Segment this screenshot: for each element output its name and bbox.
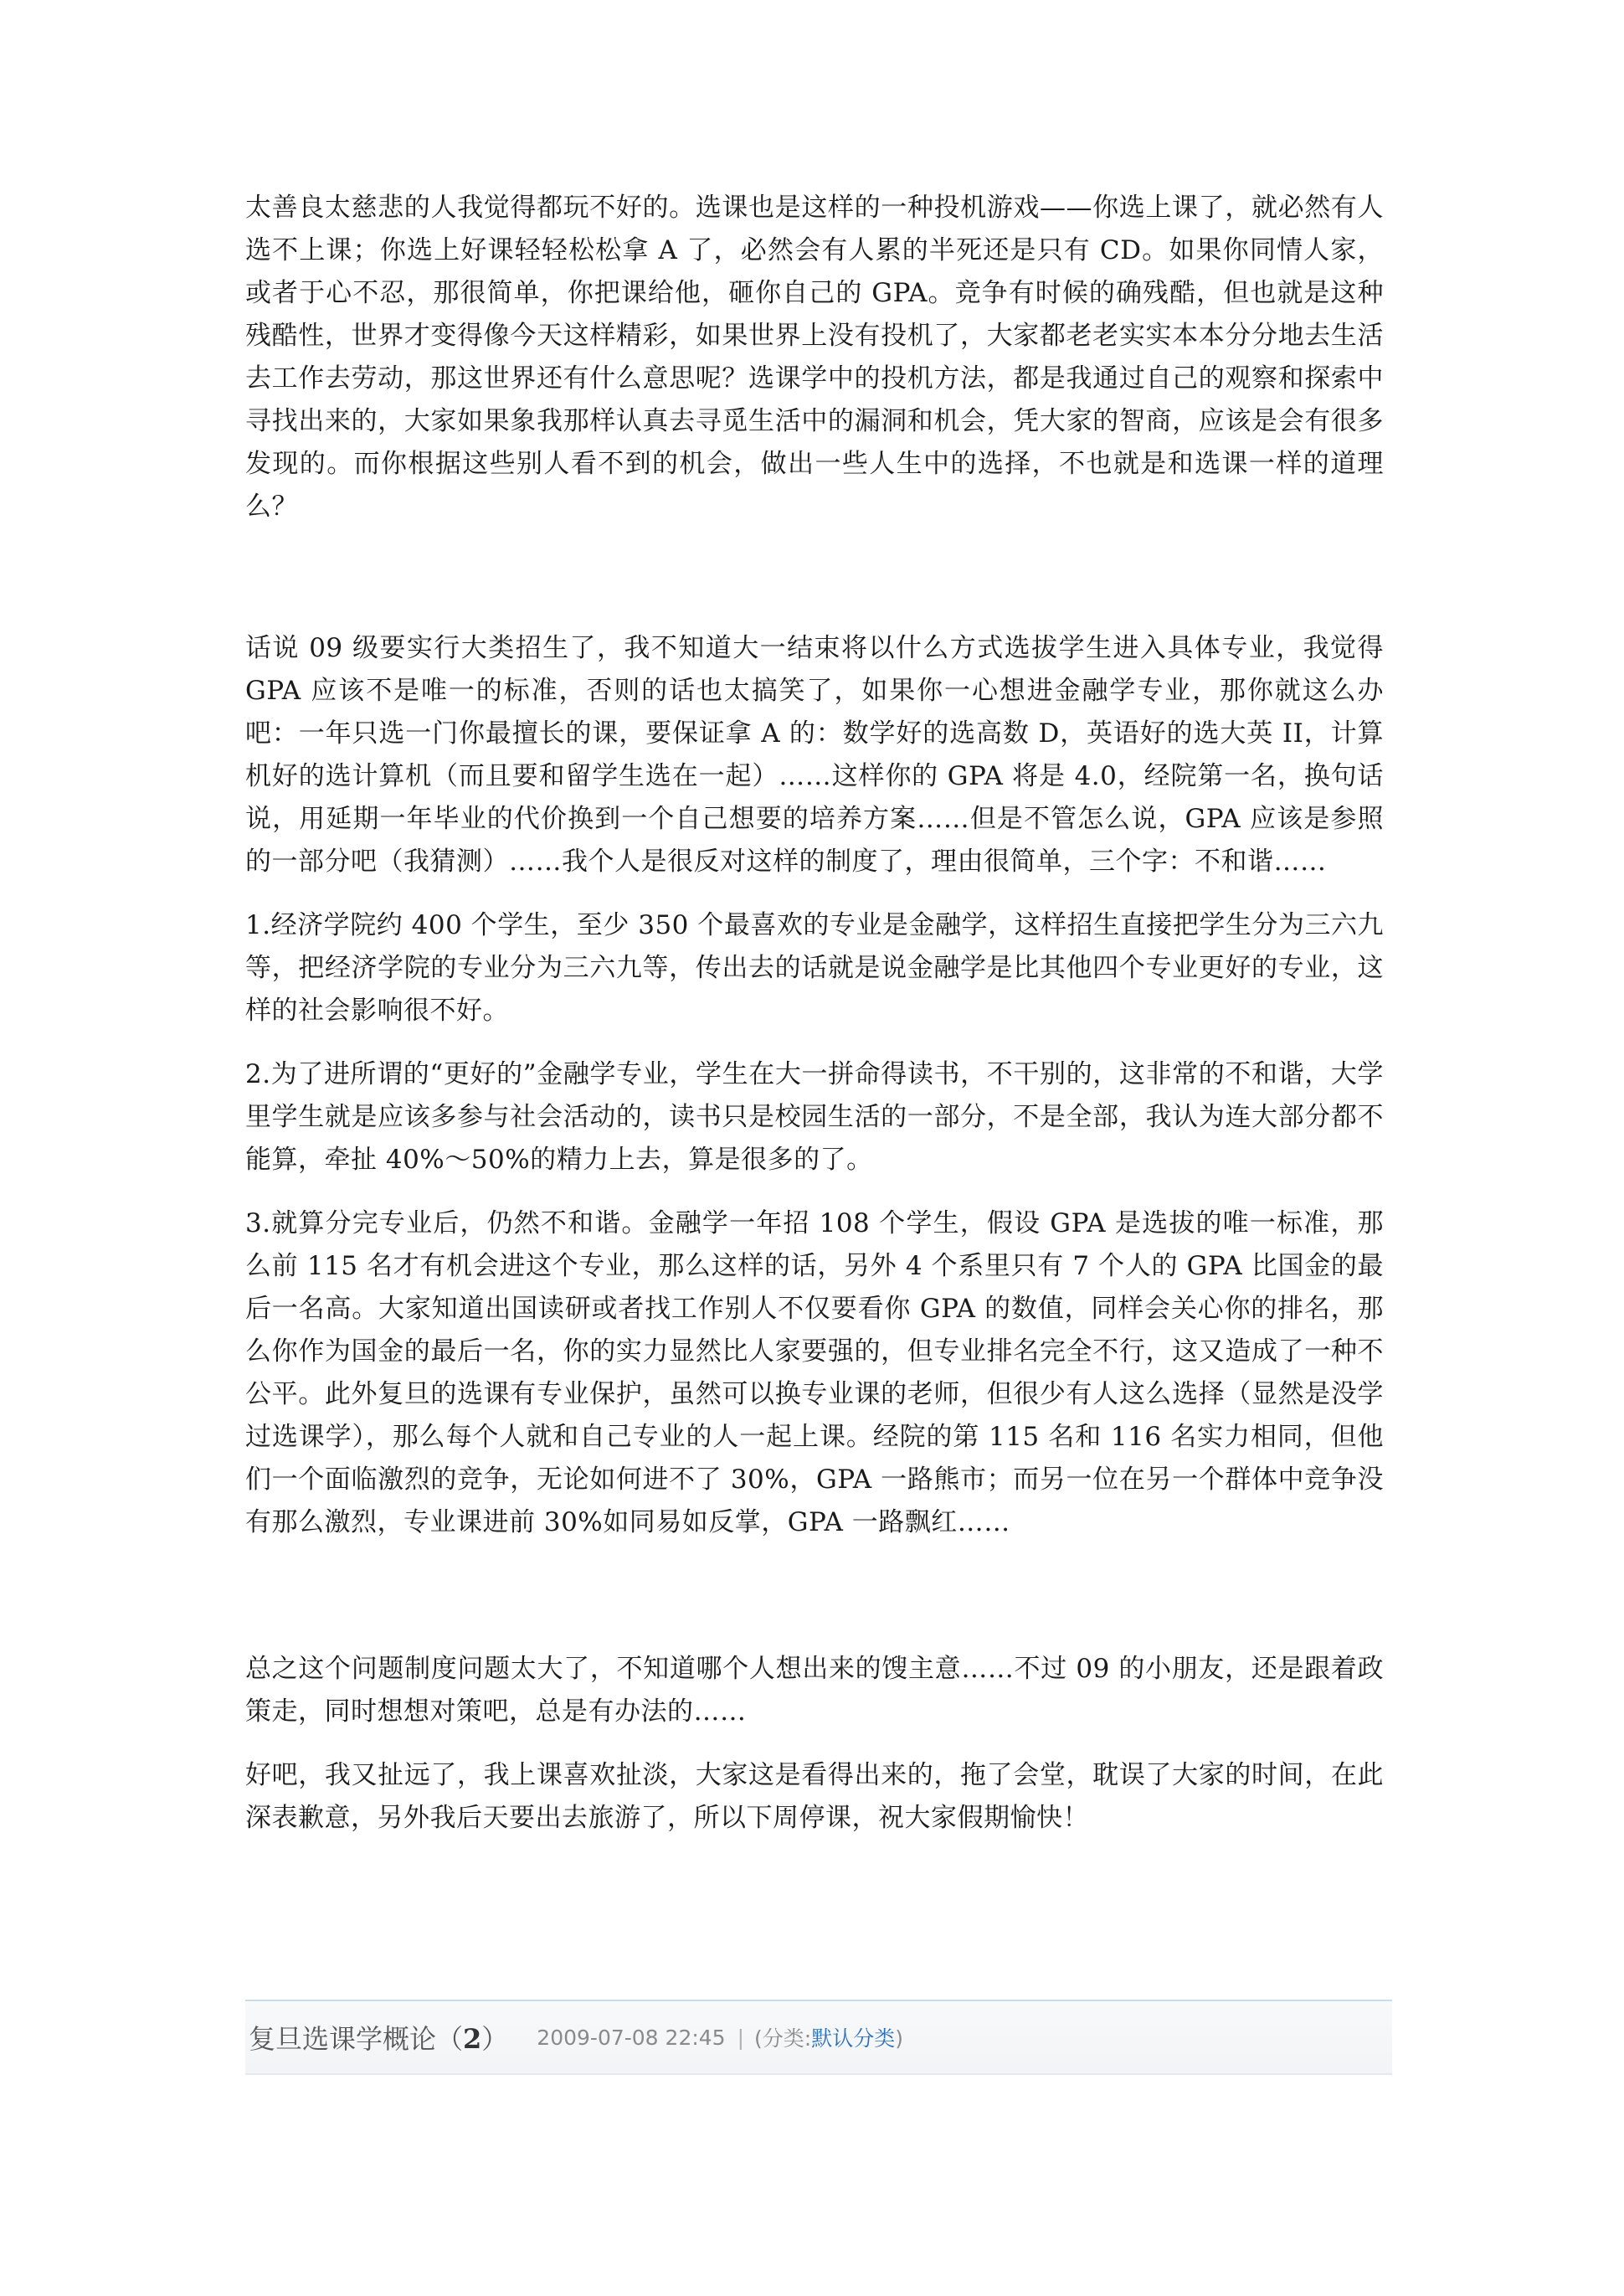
paragraph-6: 总之这个问题制度问题太大了，不知道哪个人想出来的馊主意……不过 09 的小朋友，还是跟着政策走，同时想想对策吧，总是有办法的……	[245, 1654, 1384, 1727]
paragraph-2: 话说 09 级要实行大类招生了，我不知道大一结束将以什么方式选拔学生进入具体专业，我觉得 GPA 应该不是唯一的标准，否则的话也太搞笑了，如果你一心想进金融学专业，那你就这么办吧：一年只选一门你最擅长的课，要保证拿 A 的：数学好的选高数 D，英语好的选大英 II，计算机好的选计算机（而且要和留学生选在一起）……这样你的 GPA 将是 4.0，经院第一名，换句话说，用延期一年毕业的代价换到一个自己想要的培养方案……但是不管怎么说，GPA 应该是参照的一部分吧（我猜测）……我个人是很反对这样的制度了，理由很简单，三个字：不和谐……	[245, 633, 1384, 877]
category-label: (分类:	[754, 2026, 812, 2051]
category-wrapper	[754, 2022, 903, 2052]
paragraph-4: 2.为了进所谓的“更好的”金融学专业，学生在大一拼命得读书，不干别的，这非常的不和谐，大学里学生就是应该多参与社会活动的，读书只是校园生活的一部分，不是全部，我认为连大部分都不能算，牵扯 40%～50%的精力上去，算是很多的了。	[245, 1059, 1384, 1175]
post-title-number: 2	[463, 2023, 482, 2055]
post-date: 2009-07-08 22:45	[537, 2025, 726, 2050]
post-header	[245, 2000, 1392, 2075]
paragraph-7: 好吧，我又扯远了，我上课喜欢扯淡，大家这是看得出来的，拖了会堂，耽误了大家的时间，在此深表歉意，另外我后天要出去旅游了，所以下周停课，祝大家假期愉快！	[245, 1760, 1384, 1833]
separator: |	[737, 2025, 745, 2050]
paragraph-5: 3.就算分完专业后，仍然不和谐。金融学一年招 108 个学生，假设 GPA 是选拔的唯一标准，那么前 115 名才有机会进这个专业，那么这样的话，另外 4 个系里只有 7 个人的 GPA 比国金的最后一名高。大家知道出国读研或者找工作别人不仅要看你 GPA 的数值，同样会关心你的排名，那么你作为国金的最后一名，你的实力显然比人家要强的，但专业排名完全不行，这又造成了一种不公平。此外复旦的选课有专业保护，虽然可以换专业课的老师，但很少有人这么选择（显然是没学过选课学），那么每个人就和自己专业的人一起上课。经院的第 115 名和 116 名实力相同，但他们一个面临激烈的竞争，无论如何进不了 30%，GPA 一路熊市；而另一位在另一个群体中竞争没有那么激烈，专业课进前 30%如同易如反掌，GPA 一路飘红……	[245, 1208, 1384, 1537]
post-title-text: 复旦选课学概论（	[249, 2023, 464, 2055]
post-title-close: ）	[481, 2023, 509, 2055]
article-body	[245, 187, 1384, 1840]
paragraph-3: 1.经济学院约 400 个学生，至少 350 个最喜欢的专业是金融学，这样招生直接把学生分为三六九等，把经济学院的专业分为三六九等，传出去的话就是说金融学是比其他四个专业更好的专业，这样的社会影响很不好。	[245, 910, 1384, 1026]
category-link[interactable]: 默认分类	[811, 2026, 896, 2051]
post-title[interactable]	[249, 2018, 508, 2057]
paragraph-1: 太善良太慈悲的人我觉得都玩不好的。选课也是这样的一种投机游戏——你选上课了，就必然有人选不上课；你选上好课轻轻松松拿 A 了，必然会有人累的半死还是只有 CD。如果你同情人家，或者于心不忍，那很简单，你把课给他，砸你自己的 GPA。竞争有时候的确残酷，但也就是这种残酷性，世界才变得像今天这样精彩，如果世界上没有投机了，大家都老老实实本本分分地去生活去工作去劳动，那这世界还有什么意思呢？选课学中的投机方法，都是我通过自己的观察和探索中寻找出来的，大家如果象我那样认真去寻觅生活中的漏洞和机会，凭大家的智商，应该是会有很多发现的。而你根据这些别人看不到的机会，做出一些人生中的选择，不也就是和选课一样的道理么？	[245, 193, 1384, 522]
category-close: )	[895, 2026, 903, 2051]
